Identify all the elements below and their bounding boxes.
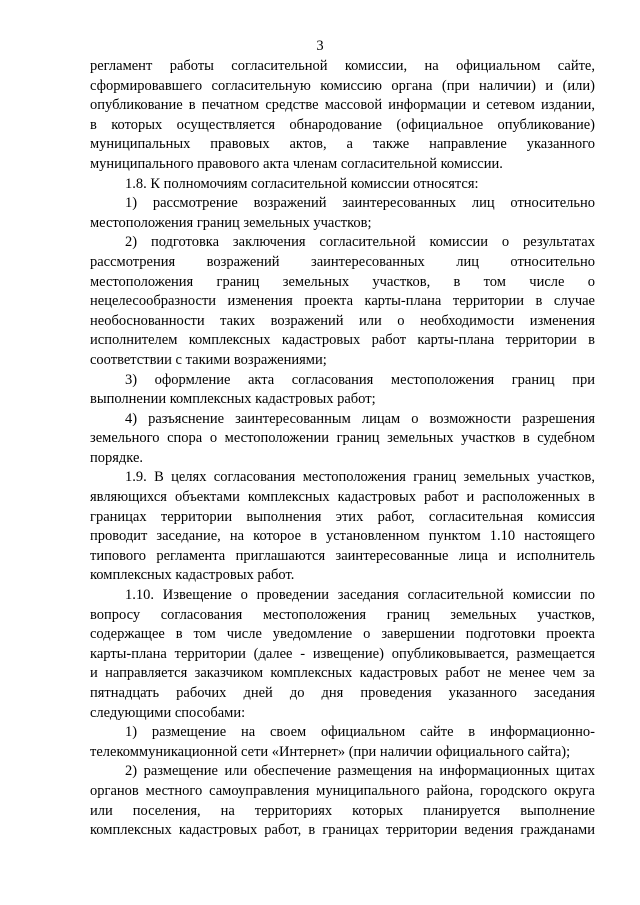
text-line: границах территории выполнения этих работ, согласительная комиссия	[90, 508, 595, 525]
text-line: 3) оформление акта согласования местоположения границ при	[125, 371, 595, 388]
text-line: комплексных кадастровых работ.	[90, 567, 295, 584]
text-line: в которых осуществляется обнародование (официальное опубликование)	[90, 116, 595, 133]
text-line: 1.9. В целях согласования местоположения границ земельных участков,	[125, 469, 595, 486]
text-line: следующими способами:	[90, 704, 246, 721]
text-line: местоположения границ земельных участков;	[90, 214, 372, 231]
text-line: муниципального правового акта членам согласительной комиссии.	[90, 155, 503, 172]
document-body	[90, 57, 595, 841]
text-line: земельного спора о местоположении границ земельных участков в судебном	[90, 430, 595, 447]
text-line: регламент работы согласительной комиссии, на официальном сайте,	[90, 58, 595, 74]
text-line: нецелесообразности изменения проекта карты-плана территории в случае	[90, 293, 595, 310]
text-line: проводит заседание, на которое в установленном пунктом 1.10 настоящего	[90, 528, 595, 545]
text-line: местоположения границ земельных участков, в том числе о	[90, 273, 595, 290]
text-line: вопросу согласования местоположения границ земельных участков,	[90, 606, 595, 623]
text-line: комплексных кадастровых работ, в границах территории ведения гражданами	[90, 822, 595, 839]
text-line: 1) размещение на своем официальном сайте в информационно-	[125, 724, 595, 741]
text-line: 1) рассмотрение возражений заинтересованных лиц относительно	[125, 195, 595, 212]
text-line: типового регламента приглашаются заинтересованные лица и исполнитель	[90, 547, 595, 564]
text-line: пятнадцать рабочих дней до дня проведения указанного заседания	[90, 685, 595, 701]
text-line: рассмотрения возражений заинтересованных лиц относительно	[90, 253, 595, 270]
text-line: порядке.	[90, 449, 144, 466]
text-line: органов местного самоуправления муниципального района, городского округа	[90, 782, 595, 799]
text-line: необоснованности таких возражений или о необходимости изменения	[90, 312, 595, 329]
text-line: муниципальных правовых актов, а также направление указанного	[90, 136, 595, 153]
text-line: 4) разъяснение заинтересованным лицам о возможности разрешения	[125, 410, 595, 427]
text-line: телекоммуникационной сети «Интернет» (при наличии официального сайта);	[90, 743, 571, 760]
text-line: содержащее в том числе уведомление о завершении подготовки проекта	[90, 626, 595, 643]
text-line: и направляется заказчиком комплексных кадастровых работ не менее чем за	[90, 665, 595, 682]
text-line: 2) размещение или обеспечение размещения на информационных щитах	[125, 763, 595, 780]
text-line: являющихся объектами комплексных кадастровых работ и расположенных в	[90, 489, 595, 506]
text-line: опубликование в печатном средстве массовой информации и сетевом издании,	[90, 97, 595, 114]
text-line: 2) подготовка заключения согласительной комиссии о результатах	[125, 234, 595, 251]
text-line: соответствии с такими возражениями;	[90, 351, 327, 368]
text-line: 1.10. Извещение о проведении заседания согласительной комиссии по	[125, 587, 595, 604]
text-line: выполнении комплексных кадастровых работ;	[90, 391, 376, 408]
page-number: 3	[316, 38, 324, 54]
text-line: карты-плана территории (далее - извещение) опубликовывается, размещается	[90, 645, 595, 662]
text-line: исполнителем комплексных кадастровых работ карты-плана территории в	[90, 332, 595, 349]
text-line: 1.8. К полномочиям согласительной комиссии относятся:	[125, 175, 479, 192]
text-line: или поселения, на территориях которых планируется выполнение	[90, 802, 595, 819]
text-line: сформировавшего согласительную комиссию органа (при наличии) и (или)	[90, 77, 595, 94]
